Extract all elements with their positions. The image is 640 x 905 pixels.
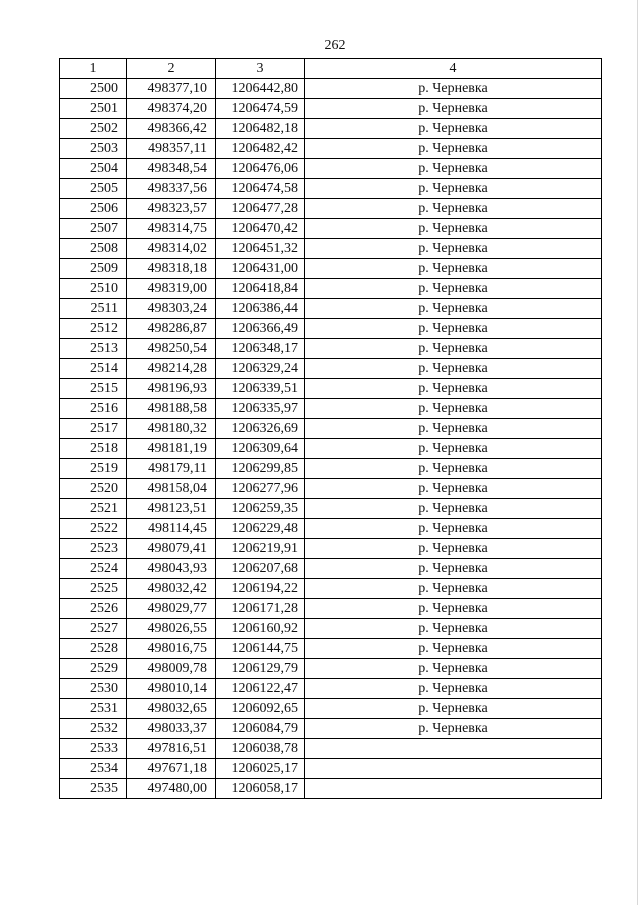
y-coordinate-cell: 1206329,24 [216,359,305,379]
x-coordinate-cell: 498196,93 [127,379,216,399]
table-row [60,99,602,119]
description-cell: р. Черневка [305,719,602,739]
description-cell [305,779,602,799]
point-number-cell: 2510 [60,279,127,299]
table-header-row [60,59,602,79]
y-coordinate-cell: 1206194,22 [216,579,305,599]
y-coordinate-cell: 1206277,96 [216,479,305,499]
y-coordinate-cell: 1206474,59 [216,99,305,119]
table-row [60,419,602,439]
point-number-cell: 2513 [60,339,127,359]
point-number-cell: 2518 [60,439,127,459]
y-coordinate-cell: 1206470,42 [216,219,305,239]
x-coordinate-cell: 498314,75 [127,219,216,239]
table-row [60,499,602,519]
point-number-cell: 2500 [60,79,127,99]
table-row [60,699,602,719]
table-row [60,459,602,479]
y-coordinate-cell: 1206229,48 [216,519,305,539]
description-cell: р. Черневка [305,439,602,459]
description-cell: р. Черневка [305,539,602,559]
x-coordinate-cell: 498181,19 [127,439,216,459]
x-coordinate-cell: 498250,54 [127,339,216,359]
y-coordinate-cell: 1206474,58 [216,179,305,199]
table-row [60,339,602,359]
description-cell: р. Черневка [305,599,602,619]
description-cell [305,759,602,779]
y-coordinate-cell: 1206442,80 [216,79,305,99]
x-coordinate-cell: 498323,57 [127,199,216,219]
x-coordinate-cell: 497816,51 [127,739,216,759]
point-number-cell: 2501 [60,99,127,119]
point-number-cell: 2503 [60,139,127,159]
table-row [60,239,602,259]
y-coordinate-cell: 1206171,28 [216,599,305,619]
description-cell: р. Черневка [305,199,602,219]
y-coordinate-cell: 1206084,79 [216,719,305,739]
scan-edge-line [637,0,638,905]
description-cell: р. Черневка [305,119,602,139]
x-coordinate-cell: 498026,55 [127,619,216,639]
x-coordinate-cell: 497671,18 [127,759,216,779]
y-coordinate-cell: 1206386,44 [216,299,305,319]
description-cell: р. Черневка [305,339,602,359]
header-col-2: 2 [127,59,216,79]
x-coordinate-cell: 498043,93 [127,559,216,579]
point-number-cell: 2502 [60,119,127,139]
description-cell: р. Черневка [305,619,602,639]
coordinates-table [59,58,602,799]
y-coordinate-cell: 1206366,49 [216,319,305,339]
y-coordinate-cell: 1206477,28 [216,199,305,219]
x-coordinate-cell: 498348,54 [127,159,216,179]
table-row [60,359,602,379]
y-coordinate-cell: 1206299,85 [216,459,305,479]
table-row [60,259,602,279]
description-cell: р. Черневка [305,139,602,159]
page-number: 262 [324,38,346,53]
table-row [60,319,602,339]
point-number-cell: 2531 [60,699,127,719]
y-coordinate-cell: 1206335,97 [216,399,305,419]
table-row [60,279,602,299]
y-coordinate-cell: 1206219,91 [216,539,305,559]
table-row [60,539,602,559]
point-number-cell: 2511 [60,299,127,319]
point-number-cell: 2507 [60,219,127,239]
x-coordinate-cell: 497480,00 [127,779,216,799]
y-coordinate-cell: 1206476,06 [216,159,305,179]
y-coordinate-cell: 1206451,32 [216,239,305,259]
x-coordinate-cell: 498188,58 [127,399,216,419]
y-coordinate-cell: 1206418,84 [216,279,305,299]
y-coordinate-cell: 1206309,64 [216,439,305,459]
x-coordinate-cell: 498366,42 [127,119,216,139]
table-row [60,639,602,659]
x-coordinate-cell: 498033,37 [127,719,216,739]
table-row [60,439,602,459]
description-cell: р. Черневка [305,679,602,699]
y-coordinate-cell: 1206058,17 [216,779,305,799]
y-coordinate-cell: 1206431,00 [216,259,305,279]
x-coordinate-cell: 498158,04 [127,479,216,499]
header-col-3: 3 [216,59,305,79]
point-number-cell: 2535 [60,779,127,799]
table-row [60,759,602,779]
point-number-cell: 2533 [60,739,127,759]
y-coordinate-cell: 1206482,42 [216,139,305,159]
table-row [60,399,602,419]
x-coordinate-cell: 498214,28 [127,359,216,379]
y-coordinate-cell: 1206092,65 [216,699,305,719]
point-number-cell: 2528 [60,639,127,659]
point-number-cell: 2522 [60,519,127,539]
table-row [60,159,602,179]
description-cell: р. Черневка [305,459,602,479]
point-number-cell: 2526 [60,599,127,619]
x-coordinate-cell: 498032,65 [127,699,216,719]
point-number-cell: 2517 [60,419,127,439]
table-row [60,659,602,679]
y-coordinate-cell: 1206144,75 [216,639,305,659]
description-cell: р. Черневка [305,379,602,399]
table-row [60,739,602,759]
table-row [60,559,602,579]
description-cell: р. Черневка [305,179,602,199]
point-number-cell: 2532 [60,719,127,739]
table-row [60,179,602,199]
description-cell: р. Черневка [305,279,602,299]
description-cell: р. Черневка [305,99,602,119]
y-coordinate-cell: 1206025,17 [216,759,305,779]
table-row [60,579,602,599]
y-coordinate-cell: 1206339,51 [216,379,305,399]
x-coordinate-cell: 498314,02 [127,239,216,259]
point-number-cell: 2523 [60,539,127,559]
description-cell: р. Черневка [305,399,602,419]
table-row [60,299,602,319]
x-coordinate-cell: 498010,14 [127,679,216,699]
x-coordinate-cell: 498374,20 [127,99,216,119]
description-cell: р. Черневка [305,79,602,99]
x-coordinate-cell: 498029,77 [127,599,216,619]
x-coordinate-cell: 498357,11 [127,139,216,159]
point-number-cell: 2512 [60,319,127,339]
x-coordinate-cell: 498337,56 [127,179,216,199]
table-row [60,779,602,799]
point-number-cell: 2527 [60,619,127,639]
table-row [60,679,602,699]
y-coordinate-cell: 1206207,68 [216,559,305,579]
description-cell: р. Черневка [305,259,602,279]
table-row [60,479,602,499]
x-coordinate-cell: 498032,42 [127,579,216,599]
point-number-cell: 2508 [60,239,127,259]
description-cell: р. Черневка [305,519,602,539]
table-row [60,379,602,399]
y-coordinate-cell: 1206326,69 [216,419,305,439]
y-coordinate-cell: 1206482,18 [216,119,305,139]
table-row [60,199,602,219]
point-number-cell: 2530 [60,679,127,699]
description-cell: р. Черневка [305,699,602,719]
point-number-cell: 2505 [60,179,127,199]
point-number-cell: 2521 [60,499,127,519]
header-col-1: 1 [60,59,127,79]
x-coordinate-cell: 498286,87 [127,319,216,339]
point-number-cell: 2515 [60,379,127,399]
x-coordinate-cell: 498009,78 [127,659,216,679]
description-cell: р. Черневка [305,659,602,679]
x-coordinate-cell: 498377,10 [127,79,216,99]
table-row [60,219,602,239]
x-coordinate-cell: 498303,24 [127,299,216,319]
y-coordinate-cell: 1206348,17 [216,339,305,359]
description-cell: р. Черневка [305,319,602,339]
description-cell: р. Черневка [305,479,602,499]
description-cell: р. Черневка [305,639,602,659]
x-coordinate-cell: 498114,45 [127,519,216,539]
description-cell: р. Черневка [305,299,602,319]
x-coordinate-cell: 498319,00 [127,279,216,299]
description-cell [305,739,602,759]
y-coordinate-cell: 1206160,92 [216,619,305,639]
description-cell: р. Черневка [305,499,602,519]
point-number-cell: 2514 [60,359,127,379]
point-number-cell: 2534 [60,759,127,779]
point-number-cell: 2506 [60,199,127,219]
table-row [60,79,602,99]
table-row [60,599,602,619]
description-cell: р. Черневка [305,419,602,439]
x-coordinate-cell: 498180,32 [127,419,216,439]
point-number-cell: 2509 [60,259,127,279]
table-row [60,119,602,139]
x-coordinate-cell: 498179,11 [127,459,216,479]
y-coordinate-cell: 1206122,47 [216,679,305,699]
point-number-cell: 2524 [60,559,127,579]
point-number-cell: 2504 [60,159,127,179]
point-number-cell: 2525 [60,579,127,599]
point-number-cell: 2519 [60,459,127,479]
y-coordinate-cell: 1206259,35 [216,499,305,519]
point-number-cell: 2516 [60,399,127,419]
table-row [60,519,602,539]
x-coordinate-cell: 498318,18 [127,259,216,279]
description-cell: р. Черневка [305,579,602,599]
y-coordinate-cell: 1206129,79 [216,659,305,679]
table-row [60,139,602,159]
point-number-cell: 2529 [60,659,127,679]
y-coordinate-cell: 1206038,78 [216,739,305,759]
description-cell: р. Черневка [305,359,602,379]
description-cell: р. Черневка [305,559,602,579]
description-cell: р. Черневка [305,159,602,179]
x-coordinate-cell: 498079,41 [127,539,216,559]
description-cell: р. Черневка [305,219,602,239]
table-row [60,619,602,639]
x-coordinate-cell: 498016,75 [127,639,216,659]
description-cell: р. Черневка [305,239,602,259]
table-row [60,719,602,739]
header-col-4: 4 [305,59,602,79]
x-coordinate-cell: 498123,51 [127,499,216,519]
point-number-cell: 2520 [60,479,127,499]
